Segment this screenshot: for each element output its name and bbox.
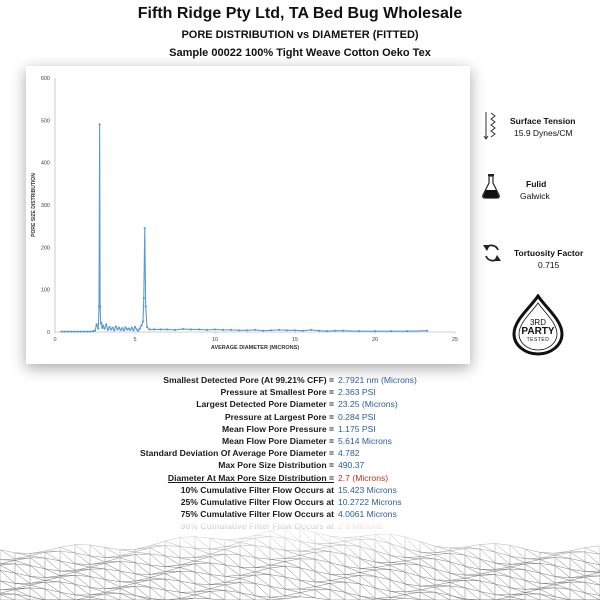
data-point (146, 326, 148, 328)
data-point (334, 330, 336, 332)
data-point (134, 326, 136, 328)
data-point (137, 330, 139, 332)
data-point (124, 326, 126, 328)
data-point (148, 328, 150, 330)
stat-value: 5.614 Microns (338, 436, 392, 446)
stat-row (0, 387, 600, 399)
stat-value: 1.175 PSI (338, 423, 376, 434)
data-point (262, 330, 264, 332)
data-point (99, 306, 101, 308)
data-point (270, 329, 272, 331)
page-header (0, 4, 600, 61)
stat-row-highlight (0, 473, 600, 485)
data-point (160, 328, 162, 330)
x-tick-label: 15 (291, 337, 299, 343)
spring-icon (482, 112, 498, 140)
stat-value: 2.7921 nm (Microns) (338, 375, 417, 385)
data-point (254, 329, 256, 331)
tortuosity-value: 0.715 (538, 260, 560, 270)
y-tick-label: 500 (40, 118, 50, 125)
flask-icon (482, 173, 500, 199)
stat-value: 10.2722 Microns (338, 497, 402, 507)
data-point (174, 329, 176, 331)
stat-label: Pressure at Largest Pore = (224, 411, 334, 422)
data-point (89, 330, 91, 332)
x-tick-label: 20 (371, 337, 379, 343)
data-point (83, 330, 85, 332)
data-point (326, 330, 328, 332)
data-point (118, 327, 120, 329)
data-point (198, 328, 200, 330)
stat-label: 25% Cumulative Filter Flow Occurs at (180, 497, 334, 507)
data-point (230, 329, 232, 331)
data-point (286, 329, 288, 331)
data-point (105, 323, 107, 325)
data-point (108, 326, 110, 328)
x-tick-label: 5 (133, 337, 137, 343)
stat-value: 0.284 PSI (338, 411, 376, 422)
data-point (358, 330, 360, 332)
data-point (100, 322, 102, 324)
fluid-label: Fulid (526, 179, 547, 189)
cycle-arrows-icon (482, 242, 502, 264)
data-point (64, 330, 66, 332)
stat-value: 15.423 Microns (338, 484, 397, 495)
data-point (123, 329, 125, 331)
data-point (107, 329, 109, 331)
stat-value: 4.782 (338, 448, 360, 459)
y-axis-label: PORE SIZE DISTRIBUTION (31, 173, 37, 237)
fluid-value: Galwick (520, 191, 550, 201)
data-point (342, 330, 344, 332)
data-point (67, 330, 69, 332)
data-point (310, 329, 312, 331)
decorative-wave-mesh (0, 520, 600, 600)
data-point (99, 123, 101, 125)
data-point (102, 325, 104, 327)
surface-tension-label: Surface Tension (510, 116, 576, 126)
data-point (406, 330, 408, 332)
stat-row (0, 375, 600, 387)
stat-row (0, 485, 600, 497)
data-point (97, 328, 99, 330)
data-point (104, 328, 106, 330)
data-point (70, 330, 72, 332)
stat-value: 4.0061 Microns (338, 509, 397, 520)
data-point (144, 227, 146, 229)
page-title: Fifth Ridge Pty Ltd, TA Bed Bug Wholesale (137, 5, 463, 22)
data-point (80, 330, 82, 332)
stat-row (0, 460, 600, 472)
data-point (132, 329, 134, 331)
badge-line3: TESTED (526, 337, 550, 343)
y-tick-label: 300 (40, 203, 50, 209)
data-point (131, 327, 133, 329)
stat-row (0, 436, 600, 448)
data-point (374, 330, 376, 332)
stat-label: Mean Flow Pore Diameter = (222, 436, 334, 446)
data-point (145, 306, 147, 308)
stat-value: 23.25 (Microns) (338, 399, 398, 410)
data-point (140, 325, 142, 327)
data-point (190, 328, 192, 330)
data-point (129, 329, 131, 331)
stat-label: Diameter At Max Pore Size Distribution = (167, 472, 334, 483)
data-point (246, 329, 248, 331)
data-point (76, 330, 78, 332)
data-point (94, 330, 96, 332)
data-point (143, 297, 145, 299)
y-tick-label: 200 (40, 245, 50, 252)
data-point (302, 330, 304, 332)
stat-label: Standard Deviation Of Average Pore Diameter = (140, 448, 334, 459)
data-point (318, 330, 320, 332)
stat-row (0, 412, 600, 424)
stat-label: Largest Detected Pore Diameter = (196, 399, 334, 410)
x-tick-label: 10 (211, 337, 219, 343)
pore-distribution-chart (26, 66, 470, 364)
badge-line2: PARTY (521, 326, 555, 337)
chart-card (26, 66, 470, 364)
data-point (278, 329, 280, 331)
stat-label: Max Pore Size Distribution = (218, 460, 334, 471)
data-point (238, 329, 240, 331)
data-point (115, 325, 117, 327)
series-line (61, 124, 427, 331)
stat-row (0, 448, 600, 460)
data-point (182, 328, 184, 330)
data-point (116, 328, 118, 330)
tortuosity-label: Tortuosity Factor (514, 248, 584, 258)
y-tick-label: 100 (40, 287, 50, 294)
surface-tension-value: 15.9 Dynes/CM (514, 128, 573, 138)
stat-label: 10% Cumulative Filter Flow Occurs at (180, 484, 334, 495)
y-tick-label: 600 (40, 76, 50, 82)
stat-value: 2.7 (Microns) (338, 472, 389, 483)
data-point (294, 329, 296, 331)
chart-subtitle: PORE DISTRIBUTION vs DIAMETER (FITTED) (181, 29, 419, 41)
stat-row (0, 399, 600, 411)
stat-label: Mean Flow Pore Pressure = (222, 423, 334, 434)
data-point (113, 329, 115, 331)
data-point (60, 330, 62, 332)
stat-value: 490.37 (338, 460, 365, 471)
data-point (73, 330, 75, 332)
data-point (139, 328, 141, 330)
stat-label: Pressure at Smallest Pore = (220, 387, 334, 398)
data-point (222, 329, 224, 331)
stat-row (0, 424, 600, 436)
stat-label: 75% Cumulative Filter Flow Occurs at (180, 509, 334, 520)
badge-line1: 3RD (529, 318, 546, 327)
data-point (214, 328, 216, 330)
x-tick-label: 0 (53, 337, 57, 343)
data-point (110, 328, 112, 330)
data-point (86, 330, 88, 332)
data-point (96, 323, 98, 325)
stat-value: 2.363 PSI (338, 387, 376, 398)
data-point (153, 328, 155, 330)
stat-label: Smallest Detected Pore (At 99.21% CFF) = (163, 375, 334, 385)
third-party-tested-badge (508, 294, 568, 354)
data-point (142, 320, 144, 322)
data-point (390, 330, 392, 332)
y-tick-label: 0 (46, 330, 50, 336)
data-point (206, 329, 208, 331)
data-point (426, 330, 428, 332)
sample-description: Sample 00022 100% Tight Weave Cotton Oeko Tex (169, 47, 431, 59)
data-point (166, 328, 168, 330)
x-axis-label: AVERAGE DIAMETER (MICRONS) (210, 345, 300, 351)
x-tick-label: 25 (451, 337, 459, 343)
data-point (120, 329, 122, 331)
data-point (101, 327, 103, 329)
data-point (112, 327, 114, 329)
stat-row (0, 497, 600, 509)
y-tick-label: 400 (40, 160, 50, 167)
data-point (121, 327, 123, 329)
